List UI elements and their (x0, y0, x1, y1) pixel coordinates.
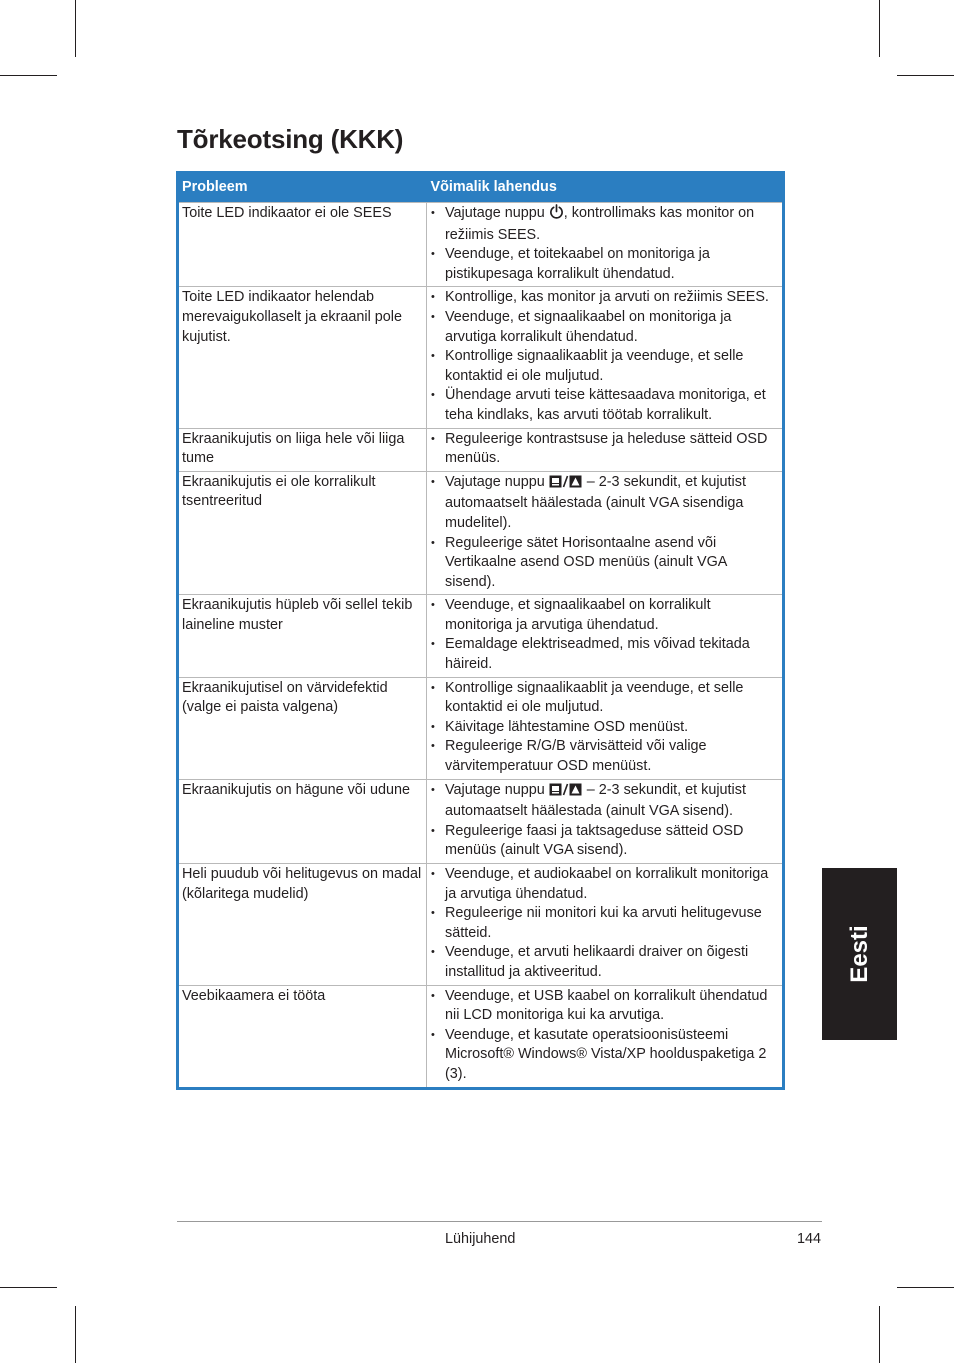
solution-text: Reguleerige kontrastsuse ja heleduse sätteid OSD menüüs. (445, 430, 768, 467)
power-icon (549, 204, 564, 226)
table-row (178, 203, 784, 287)
solution-item (428, 288, 778, 308)
solution-list (428, 473, 778, 593)
solution-text: Kontrollige, kas monitor ja arvuti on režiimis SEES. (445, 289, 769, 306)
crop-mark (0, 1287, 57, 1288)
crop-mark (897, 1287, 954, 1288)
solution-cell (427, 471, 784, 595)
solution-text: Kontrollige signaalikaablit ja veenduge, et selle kontaktid ei ole muljutud. (445, 679, 744, 716)
solution-text-after: , kontrollimaks kas monitor on režiimis SEES. (445, 205, 755, 243)
solution-text: Veenduge, et signaalikaabel on korralikult monitoriga ja arvutiga ühendatud. (445, 597, 711, 633)
solution-item (428, 987, 778, 1026)
problem-cell: Ekraanikujutis on hägune või udune (178, 779, 427, 863)
solution-item (428, 679, 778, 718)
solution-text: Veenduge, et toitekaabel on monitoriga ja pistikupesaga korralikult ühendatud. (445, 246, 710, 282)
splendid-auto-icon (549, 783, 583, 803)
solution-cell (427, 985, 784, 1088)
solution-item (428, 347, 778, 386)
solution-item (428, 308, 778, 347)
language-tab-label: Eesti (845, 925, 873, 983)
solution-list (428, 288, 778, 425)
solution-text: Reguleerige faasi ja taktsageduse sätteid OSD menüüs (ainult VGA sisend). (445, 822, 744, 859)
solution-text: Veenduge, et arvuti helikaardi draiver on õigesti installitud ja aktiveeritud. (445, 944, 749, 980)
solution-item (428, 596, 778, 635)
solution-text: Vajutage nuppu (445, 473, 545, 490)
solution-text: Veenduge, et audiokaabel on korralikult monitoriga ja arvutiga ühendatud. (445, 866, 769, 902)
problem-cell: Veebikaamera ei tööta (178, 985, 427, 1088)
solution-item (428, 204, 778, 245)
solution-item (428, 865, 778, 904)
solution-item (428, 534, 778, 593)
table-row (178, 471, 784, 595)
solution-cell (427, 779, 784, 863)
table-row (178, 287, 784, 428)
solution-item (428, 737, 778, 776)
solution-item (428, 822, 778, 861)
crop-mark (897, 75, 954, 76)
solution-cell (427, 287, 784, 428)
solution-text: Reguleerige R/G/B värvisätteid või valige värvitemperatuur OSD menüüst. (445, 738, 707, 775)
solution-text: Veenduge, et kasutate operatsioonisüsteemi Microsoft® Windows® Vista/XP hoolduspaketiga 2 (3). (445, 1026, 767, 1082)
crop-mark (879, 0, 880, 57)
table-row (178, 864, 784, 986)
solution-item (428, 635, 778, 674)
crop-mark (75, 1306, 76, 1363)
page-number: 144 (797, 1231, 822, 1247)
solution-cell (427, 428, 784, 471)
troubleshooting-table (176, 171, 785, 1090)
solution-text: Reguleerige nii monitori kui ka arvuti helitugevuse sätteid. (445, 905, 762, 941)
language-tab (822, 868, 897, 1040)
crop-mark (75, 0, 76, 57)
solution-text: Reguleerige sätet Horisontaalne asend või Vertikaalne asend OSD menüüs (ainult VGA sisend). (445, 534, 727, 590)
problem-cell: Ekraanikujutis on liiga hele või liiga tume (178, 428, 427, 471)
page-title: Tõrkeotsing (KKK) (177, 124, 404, 154)
solution-text: Ühendage arvuti teise kättesaadava monitoriga, et teha kindlaks, kas arvuti töötab korralikult. (445, 387, 766, 423)
footer-label: Lühijuhend (445, 1231, 516, 1247)
header-problem: Probleem (178, 173, 427, 203)
solution-item (428, 1026, 778, 1085)
solution-text: Kontrollige signaalikaablit ja veenduge, et selle kontaktid ei ole muljutud. (445, 348, 744, 384)
solution-item (428, 245, 778, 284)
solution-list (428, 596, 778, 674)
problem-cell: Ekraanikujutis ei ole korralikult tsentreeritud (178, 471, 427, 595)
table-row (178, 595, 784, 677)
solution-text: Veenduge, et USB kaabel on korralikult ühendatud nii LCD monitoriga kui ka arvutiga. (445, 987, 768, 1024)
header-solution: Võimalik lahendus (427, 173, 784, 203)
problem-cell: Heli puudub või helitugevus on madal (kõlaritega mudelid) (178, 864, 427, 986)
solution-text: Käivitage lähtestamine OSD menüüst. (445, 718, 689, 735)
table-row (178, 428, 784, 471)
solution-cell (427, 203, 784, 287)
solution-text: Vajutage nuppu (445, 781, 545, 798)
solution-text-after: – 2-3 sekundit, et kujutist automaatselt häälestada (ainult VGA sisend). (445, 781, 746, 820)
solution-list (428, 204, 778, 284)
table-header-row (178, 173, 784, 203)
solution-cell (427, 595, 784, 677)
solution-item (428, 718, 778, 738)
problem-cell: Toite LED indikaator ei ole SEES (178, 203, 427, 287)
solution-list (428, 987, 778, 1085)
solution-text: Vajutage nuppu (445, 205, 545, 221)
crop-mark (0, 75, 57, 76)
solution-item (428, 430, 778, 469)
footer-divider (177, 1221, 822, 1222)
solution-item (428, 473, 778, 534)
solution-cell (427, 677, 784, 779)
solution-list (428, 781, 778, 861)
solution-item (428, 904, 778, 943)
solution-item (428, 386, 778, 425)
table-body (178, 203, 784, 1089)
solution-item (428, 781, 778, 822)
problem-cell: Toite LED indikaator helendab merevaigukollaselt ja ekraanil pole kujutist. (178, 287, 427, 428)
solution-list (428, 865, 778, 983)
solution-list (428, 679, 778, 777)
solution-text-after: – 2-3 sekundit, et kujutist automaatselt häälestada (ainult VGA sisendiga mudelitel). (445, 473, 746, 531)
table-row (178, 677, 784, 779)
solution-list (428, 430, 778, 469)
solution-text: Veenduge, et signaalikaabel on monitoriga ja arvutiga korralikult ühendatud. (445, 308, 732, 345)
crop-mark (879, 1306, 880, 1363)
table-row (178, 779, 784, 863)
solution-item (428, 943, 778, 982)
table-row (178, 985, 784, 1088)
solution-cell (427, 864, 784, 986)
problem-cell: Ekraanikujutis hüpleb või sellel tekib laineline muster (178, 595, 427, 677)
splendid-auto-icon (549, 475, 583, 495)
problem-cell: Ekraanikujutisel on värvidefektid (valge ei paista valgena) (178, 677, 427, 779)
solution-text: Eemaldage elektriseadmed, mis võivad tekitada häireid. (445, 636, 750, 673)
